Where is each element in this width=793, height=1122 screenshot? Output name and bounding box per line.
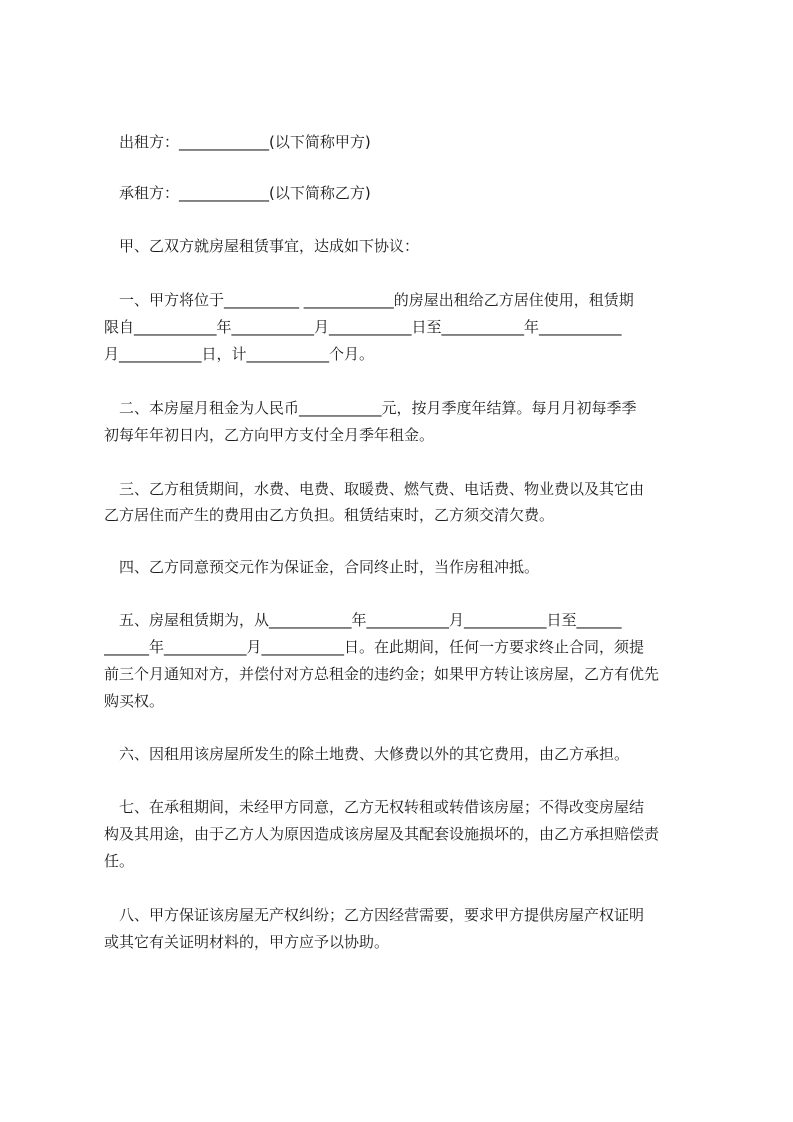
text-line: 月___________日，计___________个月。 <box>104 345 375 363</box>
text-line: 出租方：____________(以下简称甲方) <box>104 133 371 151</box>
text-line: 五、房屋租赁期为，从___________年___________月___________日至______ <box>104 611 622 629</box>
text-line: 承租方：____________(以下简称乙方) <box>104 184 371 202</box>
text-line: 甲、乙双方就房屋租赁事宜，达成如下协议： <box>104 237 420 255</box>
text-line: 初每年年初日内，乙方向甲方支付全月季年租金。 <box>104 426 435 444</box>
text-line: 购买权。 <box>104 692 165 710</box>
text-line: 七、在承租期间，未经甲方同意，乙方无权转租或转借该房屋；不得改变房屋结 <box>104 798 645 816</box>
text-line: 三、乙方租赁期间，水费、电费、取暖费、燃气费、电话费、物业费以及其它由 <box>104 480 645 498</box>
text-line: 二、本房屋月租金为人民币___________元，按月季度年结算。每月月初每季季 <box>104 399 637 417</box>
text-line: 乙方居住而产生的费用由乙方负担。租赁结束时，乙方须交清欠费。 <box>104 506 555 524</box>
text-line: ______年___________月___________日。在此期间，任何一方要求终止合同，须提 <box>104 638 645 656</box>
text-line: 一、甲方将位于__________ ____________的房屋出租给乙方居住使用，租赁期 <box>104 291 634 309</box>
text-line: 前三个月通知对方，并偿付对方总租金的违约金；如果甲方转让该房屋，乙方有优先 <box>104 665 660 683</box>
text-line: 任。 <box>104 852 135 870</box>
text-line: 构及其用途，由于乙方人为原因造成该房屋及其配套设施损坏的，由乙方承担赔偿责 <box>104 825 660 843</box>
text-line: 或其它有关证明材料的，甲方应予以协助。 <box>104 933 390 951</box>
text-line: 八、甲方保证该房屋无产权纠纷；乙方因经营需要，要求甲方提供房屋产权证明 <box>104 906 645 924</box>
text-line: 四、乙方同意预交元作为保证金，合同终止时，当作房租冲抵。 <box>104 558 540 576</box>
text-line: 限自___________年___________月___________日至___________年___________ <box>104 318 622 336</box>
text-line: 六、因租用该房屋所发生的除土地费、大修费以外的其它费用，由乙方承担。 <box>104 745 630 763</box>
